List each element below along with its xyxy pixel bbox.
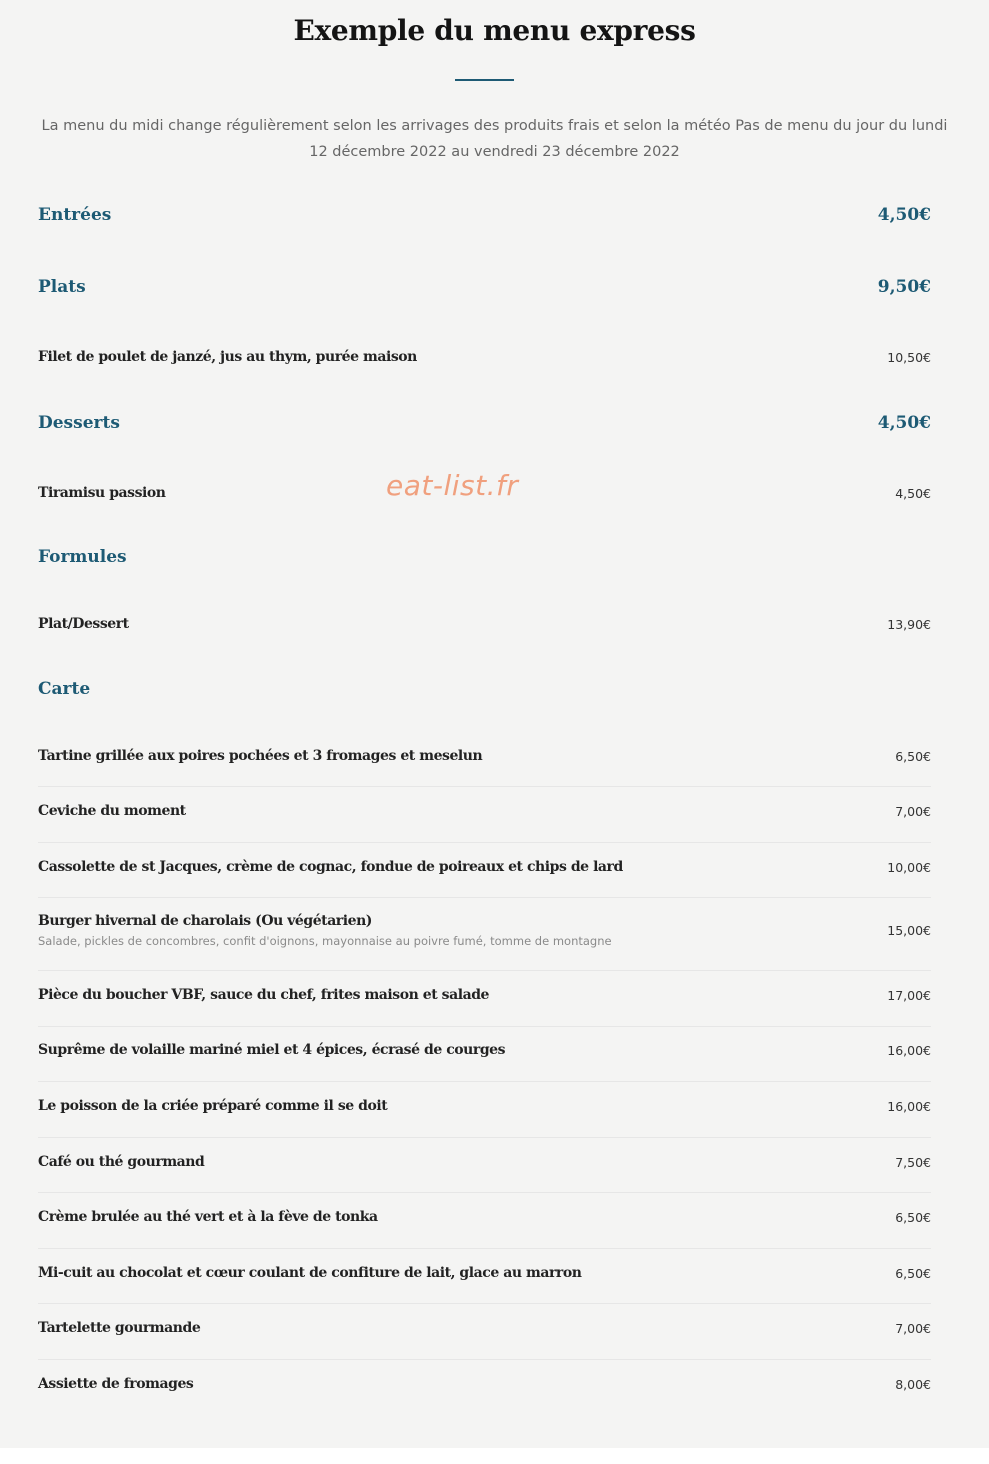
- menu-item: [38, 616, 931, 632]
- item-divider: [38, 1137, 931, 1138]
- item-divider: [38, 897, 931, 898]
- item-price: 10,50€: [887, 349, 931, 365]
- item-name: Pièce du boucher VBF, sauce du chef, frites maison et salade: [38, 987, 490, 1003]
- menu-item: [38, 1209, 931, 1225]
- menu-item: [38, 1098, 931, 1114]
- item-price: 13,90€: [887, 616, 931, 632]
- category-name: Entrées: [38, 205, 112, 225]
- item-divider: [38, 1248, 931, 1249]
- category-price: 4,50€: [877, 413, 931, 433]
- watermark-text: eat-list.fr: [386, 469, 519, 502]
- category-carte: [38, 679, 931, 699]
- category-name: Desserts: [38, 413, 120, 433]
- category-name: Formules: [38, 547, 127, 567]
- menu-item: [38, 1154, 931, 1170]
- item-name: Mi-cuit au chocolat et cœur coulant de confiture de lait, glace au marron: [38, 1265, 582, 1281]
- item-price: 8,00€: [895, 1376, 931, 1392]
- title-underline: [455, 79, 514, 81]
- item-name: Le poisson de la criée préparé comme il se doit: [38, 1098, 388, 1114]
- menu-intro: La menu du midi change régulièrement selon les arrivages des produits frais et selon la météo Pas de menu du jour du lundi 12 décembre 2022 au vendredi 23 décembre 2022: [41, 118, 948, 160]
- category-formules: [38, 547, 931, 567]
- item-name: Tiramisu passion: [38, 485, 166, 501]
- item-price: 6,50€: [895, 1265, 931, 1281]
- menu-item: [38, 987, 931, 1003]
- page-title: Exemple du menu express: [293, 14, 696, 47]
- menu-item: [38, 803, 931, 819]
- item-divider: [38, 842, 931, 843]
- menu-item: [38, 1320, 931, 1336]
- item-divider: [38, 786, 931, 787]
- item-description: Salade, pickles de concombres, confit d'oignons, mayonnaise au poivre fumé, tomme de montagne: [38, 934, 612, 948]
- menu-item: [38, 859, 931, 875]
- item-price: 15,00€: [887, 923, 931, 938]
- category-desserts: [38, 413, 931, 433]
- item-divider: [38, 1359, 931, 1360]
- item-name: Café ou thé gourmand: [38, 1154, 205, 1170]
- category-plats: [38, 277, 931, 297]
- item-price: 7,00€: [895, 803, 931, 819]
- item-name: Tartelette gourmande: [38, 1320, 201, 1336]
- menu-item: [38, 349, 931, 365]
- item-divider: [38, 1026, 931, 1027]
- item-price: 17,00€: [887, 987, 931, 1003]
- item-divider: [38, 1303, 931, 1304]
- item-name: Filet de poulet de janzé, jus au thym, purée maison: [38, 349, 417, 365]
- item-divider: [38, 970, 931, 971]
- category-entrees: [38, 205, 931, 225]
- item-price: 16,00€: [887, 1042, 931, 1058]
- item-name: Suprême de volaille mariné miel et 4 épices, écrasé de courges: [38, 1042, 506, 1058]
- menu-item: [38, 1265, 931, 1281]
- category-name: Carte: [38, 679, 91, 699]
- item-name: Ceviche du moment: [38, 803, 186, 819]
- item-price: 7,00€: [895, 1320, 931, 1336]
- item-name: Burger hivernal de charolais (Ou végétarien): [38, 913, 372, 929]
- item-text: [38, 913, 612, 948]
- item-divider: [38, 1081, 931, 1082]
- category-price: 4,50€: [877, 205, 931, 225]
- item-name: Tartine grillée aux poires pochées et 3 fromages et meselun: [38, 748, 483, 764]
- menu-item: [38, 1376, 931, 1392]
- menu-item: [38, 913, 931, 948]
- item-price: 10,00€: [887, 859, 931, 875]
- category-name: Plats: [38, 277, 86, 297]
- menu-item: [38, 748, 931, 764]
- item-price: 16,00€: [887, 1098, 931, 1114]
- item-divider: [38, 1192, 931, 1193]
- item-price: 6,50€: [895, 1209, 931, 1225]
- category-price: 9,50€: [877, 277, 931, 297]
- item-name: Cassolette de st Jacques, crème de cognac, fondue de poireaux et chips de lard: [38, 859, 623, 875]
- item-price: 7,50€: [895, 1154, 931, 1170]
- item-price: 4,50€: [895, 485, 931, 501]
- item-price: 6,50€: [895, 748, 931, 764]
- menu-item: [38, 1042, 931, 1058]
- item-name: Crème brulée au thé vert et à la fève de tonka: [38, 1209, 378, 1225]
- item-name: Plat/Dessert: [38, 616, 129, 632]
- item-name: Assiette de fromages: [38, 1376, 194, 1392]
